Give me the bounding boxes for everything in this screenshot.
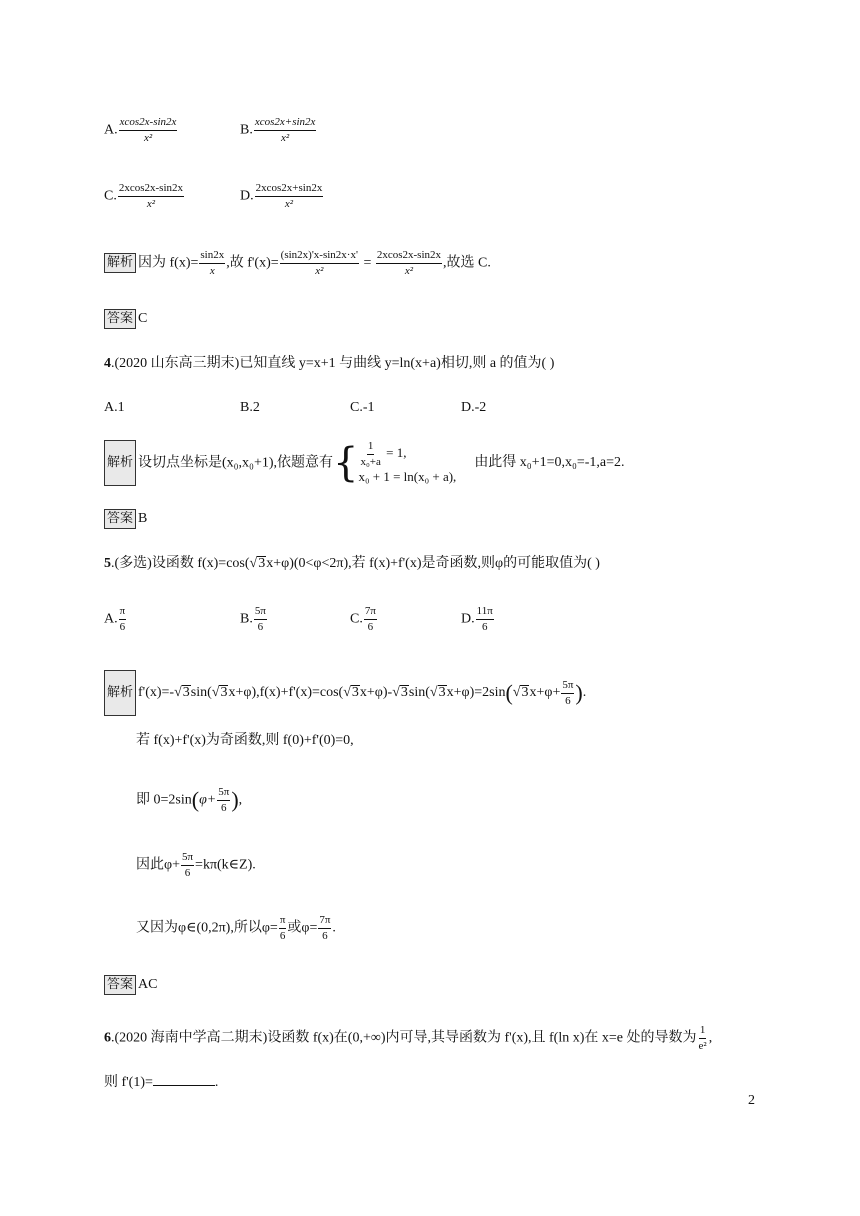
q3-option-c: C. $\frac{2xcos2x-\sin 2x}{\text{x²}}$: [104, 182, 184, 210]
q4-option-c: C.-1: [350, 400, 375, 415]
answer-tag: 答案: [104, 309, 136, 329]
q4-option-d: D.-2: [461, 400, 487, 415]
system-brace: {: [333, 440, 359, 487]
q5-analysis-line-3: 即 0=2sin(φ+ $\frac{5\pi}{6}$ ),: [136, 786, 243, 814]
q4-answer: 答案 B: [104, 509, 147, 529]
q3-option-a: A. $\frac{xcos2x-\sin 2x}{\text{x²}}$: [104, 116, 177, 144]
q3-analysis: 解析 因为 f(x)= $\frac{\sin 2x}{x}$ ,故 f'(x)= $\frac{(\sin 2x)'x-\sin 2x\cdot x'}{\text{x²}}$ = $\frac{2xcos2x-\sin 2x}{\text{x²}}$ ,故选 C.: [104, 249, 491, 277]
answer-blank[interactable]: [153, 1074, 215, 1086]
q5-option-b: B. $\frac{5\pi}{6}$: [240, 605, 266, 633]
answer-tag: 答案: [104, 975, 136, 995]
q4-analysis: 解析 设切点坐标是(x₀,x₀+1),依题意有{ $\frac{1}{\text{x₀+a}}$ = 1, x₀ + 1 = ln(x₀ + a), 由此得 x₀+1=0,x₀=-1,a=2.: [104, 440, 625, 486]
q4-option-b: B.2: [240, 400, 260, 415]
q5-analysis-line-5: 又因为φ∈(0,2π),所以φ= $\frac{\pi}{6}$ 或φ= $\frac{7\pi}{6}$ .: [136, 914, 336, 942]
q5-stem: 5.(多选)设函数 f(x)=cos(√3x+φ)(0<φ<2π),若 f(x)+f'(x)是奇函数,则φ的可能取值为( ): [104, 556, 600, 571]
q5-option-c: C. $\frac{7\pi}{6}$: [350, 605, 376, 633]
q4-stem: 4.(2020 山东高三期末)已知直线 y=x+1 与曲线 y=ln(x+a)相切,则 a 的值为( ): [104, 356, 555, 371]
q3-answer: 答案 C: [104, 309, 147, 329]
q5-option-d: D. $\frac{11\pi}{6}$: [461, 605, 493, 633]
analysis-tag: 解析: [104, 253, 136, 273]
page-number: 2: [748, 1093, 755, 1108]
q5-analysis-line-1: 解析 f'(x)=-√3sin(√3x+φ),f(x)+f'(x)=cos(√3x+φ)-√3sin(√3x+φ)=2sin(√3x+φ+ $\frac{5\pi}{6}$ ).: [104, 670, 586, 716]
q5-answer: 答案 AC: [104, 975, 157, 995]
q4-option-a: A.1: [104, 400, 125, 415]
q5-analysis-line-4: 因此φ+ $\frac{5\pi}{6}$ =kπ(k∈Z).: [136, 851, 256, 879]
answer-tag: 答案: [104, 509, 136, 529]
equation-system: $\frac{1}{\text{x₀+a}}$ = 1, x₀ + 1 = ln(x₀ + a),: [358, 440, 457, 485]
q5-analysis-line-2: 若 f(x)+f'(x)为奇函数,则 f(0)+f'(0)=0,: [136, 733, 354, 748]
analysis-tag: 解析: [104, 670, 136, 716]
q5-option-a: A. $\frac{\pi}{6}$: [104, 605, 126, 633]
q3-option-d: D. $\frac{2xcos2x+\sin 2x}{\text{x²}}$: [240, 182, 323, 210]
q6-line-2: 则 f'(1)= .: [104, 1075, 219, 1090]
q3-option-b: B. $\frac{xcos2x+\sin 2x}{\text{x²}}$: [240, 116, 316, 144]
q6-stem: 6.(2020 海南中学高二期末)设函数 f(x)在(0,+∞)内可导,其导函数为 f'(x),且 f(ln x)在 x=e 处的导数为 $\frac{1}{\text{e²}}$ ,: [104, 1024, 713, 1052]
analysis-tag: 解析: [104, 440, 136, 486]
